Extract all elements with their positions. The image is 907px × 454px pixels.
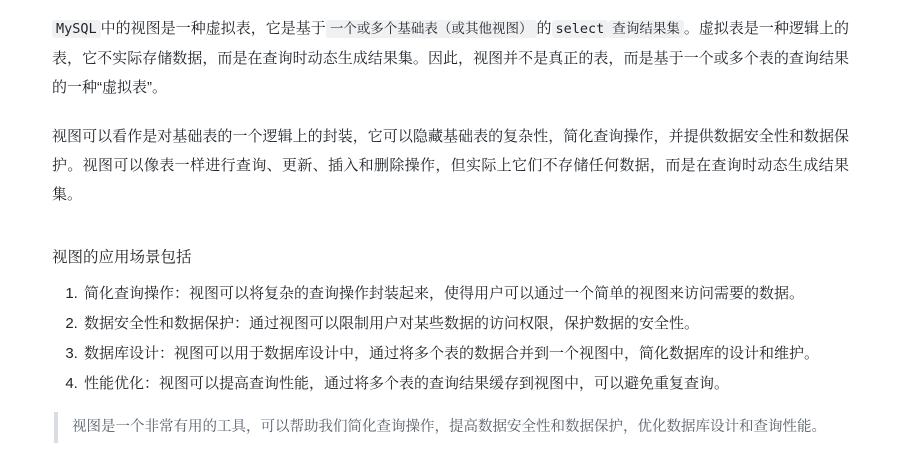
list-item: 2. 数据安全性和数据保护：通过视图可以限制用户对某些数据的访问权限，保护数据的安全性。 [82, 309, 849, 338]
paragraph-text-segment: 的 [536, 20, 552, 37]
list-item: 3. 数据库设计：视图可以用于数据库设计中，通过将多个表的数据合并到一个视图中，简化数据库的设计和维护。 [82, 339, 849, 368]
inline-code-mysql: MySQL [52, 20, 101, 38]
use-case-list [52, 279, 849, 398]
paragraph-text-segment: 。虚拟表是一种逻辑上的表，它不实际存储数据，而是在查询时动态生成结果集。因此，视图并不是真正的表，而是基于一个或多个表的查询结果的一种“虚拟表”。 [52, 20, 849, 96]
paragraph-intro [52, 14, 849, 102]
summary-blockquote [54, 412, 849, 443]
blockquote-text: 视图是一个非常有用的工具，可以帮助我们简化查询操作，提高数据安全性和数据保护，优化数据库设计和查询性能。 [72, 419, 826, 435]
inline-code-select: select [552, 20, 609, 38]
list-item: 4. 性能优化：视图可以提高查询性能，通过将多个表的查询结果缓存到视图中，可以避免重复查询。 [82, 369, 849, 398]
inline-code-query-result: 查询结果集 [608, 20, 684, 38]
inline-code-base-tables: 一个或多个基础表（或其他视图） [326, 20, 537, 38]
paragraph-text-segment: 中的视图是一种虚拟表，它是基于 [100, 20, 326, 37]
section-heading-use-cases: 视图的应用场景包括 [52, 249, 192, 266]
list-item: 1. 简化查询操作：视图可以将复杂的查询操作封装起来，使得用户可以通过一个简单的视图来访问需要的数据。 [82, 279, 849, 308]
paragraph-encapsulation: 视图可以看作是对基础表的一个逻辑上的封装，它可以隐藏基础表的复杂性，简化查询操作，并提供数据安全性和数据保护。视图可以像表一样进行查询、更新、插入和删除操作，但实际上它们不存储任何数据，而是在查询时动态生成结果集。 [52, 128, 849, 203]
